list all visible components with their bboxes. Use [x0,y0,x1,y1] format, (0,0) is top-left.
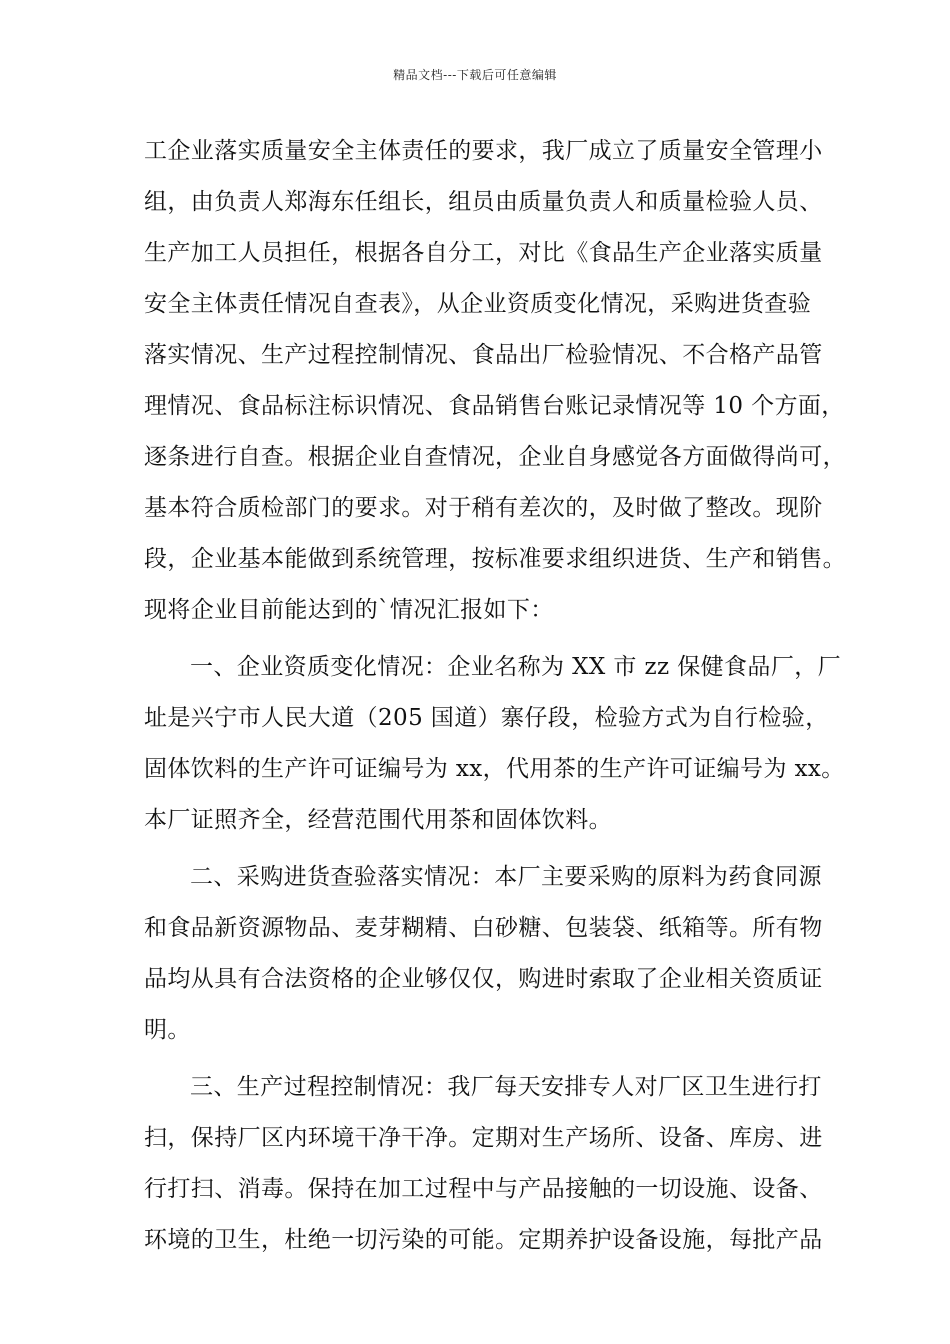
text-line: 品均从具有合法资格的企业够仅仅，购进时索取了企业相关资质证 [144,966,823,992]
text-line: 理情况、食品标注标识情况、食品销售台账记录情况等 10 个方面， [144,393,845,419]
paragraph-qualification [144,642,845,846]
text-line: 组，由负责人郑海东任组长，组员由质量负责人和质量检验人员、 [144,189,823,215]
text-line: 落实情况、生产过程控制情况、食品出厂检验情况、不合格产品管 [144,342,823,368]
text-line: 基本符合质检部门的要求。对于稍有差次的，及时做了整改。现阶 [144,495,823,521]
text-line: 工企业落实质量安全主体责任的要求，我厂成立了质量安全管理小 [144,138,823,164]
text-line: 生产加工人员担任，根据各自分工，对比《食品生产企业落实质量 [144,240,823,266]
text-line: 本厂证照齐全，经营范围代用茶和固体饮料。 [144,807,612,833]
paragraph-purchasing [144,852,826,1056]
document-body [144,126,846,1266]
page-header: 精品文档---下载后可任意编辑 [393,68,557,82]
text-line: 一、企业资质变化情况：企业名称为 XX 市 zz 保健食品厂，厂 [190,654,842,680]
text-line: 环境的卫生，杜绝一切污染的可能。定期养护设备设施，每批产品 [144,1227,823,1253]
text-line: 址是兴宁市人民大道（205 国道）寨仔段，检验方式为自行检验， [144,705,829,731]
text-line: 二、采购进货查验落实情况：本厂主要采购的原料为药食同源 [190,864,822,890]
text-line: 三、生产过程控制情况：我厂每天安排专人对厂区卫生进行打 [190,1074,822,1100]
text-line: 明。 [144,1017,191,1043]
paragraph-production-control [144,1062,826,1266]
paragraph-intro [144,126,846,636]
text-line: 行打扫、消毒。保持在加工过程中与产品接触的一切设施、设备、 [144,1176,823,1202]
text-line: 现将企业目前能达到的`情况汇报如下： [144,597,554,623]
text-line: 固体饮料的生产许可证编号为 xx，代用茶的生产许可证编号为 xx。 [144,756,845,782]
text-line: 安全主体责任情况自查表》，从企业资质变化情况，采购进货查验 [144,291,812,317]
text-line: 段，企业基本能做到系统管理，按标准要求组织进货、生产和销售。 [144,546,846,572]
text-line: 扫，保持厂区内环境干净干净。定期对生产场所、设备、库房、进 [144,1125,823,1151]
text-line: 和食品新资源物品、麦芽糊精、白砂糖、包装袋、纸箱等。所有物 [144,915,823,941]
text-line: 逐条进行自查。根据企业自查情况，企业自身感觉各方面做得尚可， [144,444,846,470]
